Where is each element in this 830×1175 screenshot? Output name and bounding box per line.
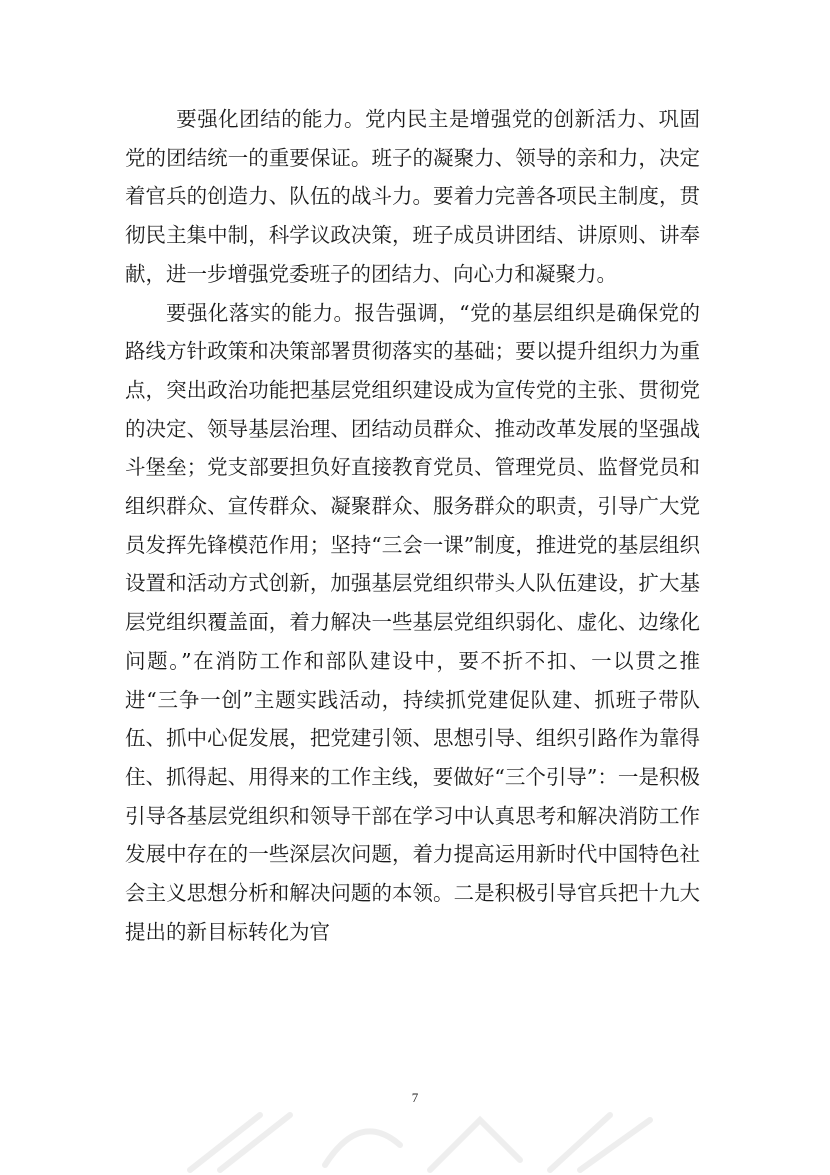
paragraph-implementation: 要强化落实的能力。报告强调，“党的基层组织是确保党的路线方针政策和决策部署贯彻落实的基础；要以提升组织力为重点，突出政治功能把基层党组织建设成为宣传党的主张、贯彻党的决定、领导基层治理、团结动员群众、推动改革发展的坚强战斗堡垒；党支部要担负好直接教育党员、管理党员、监督党员和组织群众、宣传群众、凝聚群众、服务群众的职责，引导广大党员发挥先锋模范作用；坚持“三会一课”制度，推进党的基层组织设置和活动方式创新，加强基层党组织带头人队伍建设，扩大基层党组织覆盖面，着力解决一些基层党组织弱化、虚化、边缘化问题。”在消防工作和部队建设中，要不折不扣、一以贯之推进“三争一创”主题实践活动，持续抓党建促队建、抓班子带队伍、抓中心促发展，把党建引领、思想引导、组织引路作为靠得住、抓得起、用得来的工作主线，要做好“三个引导”：一是积极引导各基层党组织和领导干部在学习中认真思考和解决消防工作发展中存在的一些深层次问题，着力提高运用新时代中国特色社会主义思想分析和解决问题的本领。二是积极引导官兵把十九大提出的新目标转化为官 — [125, 300, 700, 944]
paragraph-unity: 要强化团结的能力。党内民主是增强党的创新活力、巩固党的团结统一的重要保证。班子的凝聚力、领导的亲和力，决定着官兵的创造力、队伍的战斗力。要着力完善各项民主制度，贯彻民主集中制，科学议政决策，班子成员讲团结、讲原则、讲奉献，进一步增强党委班子的团结力、向心力和凝聚力。 — [125, 107, 700, 286]
body-text — [125, 100, 700, 951]
page-number: 7 — [411, 1090, 419, 1105]
watermark-logo-icon — [150, 1105, 710, 1175]
